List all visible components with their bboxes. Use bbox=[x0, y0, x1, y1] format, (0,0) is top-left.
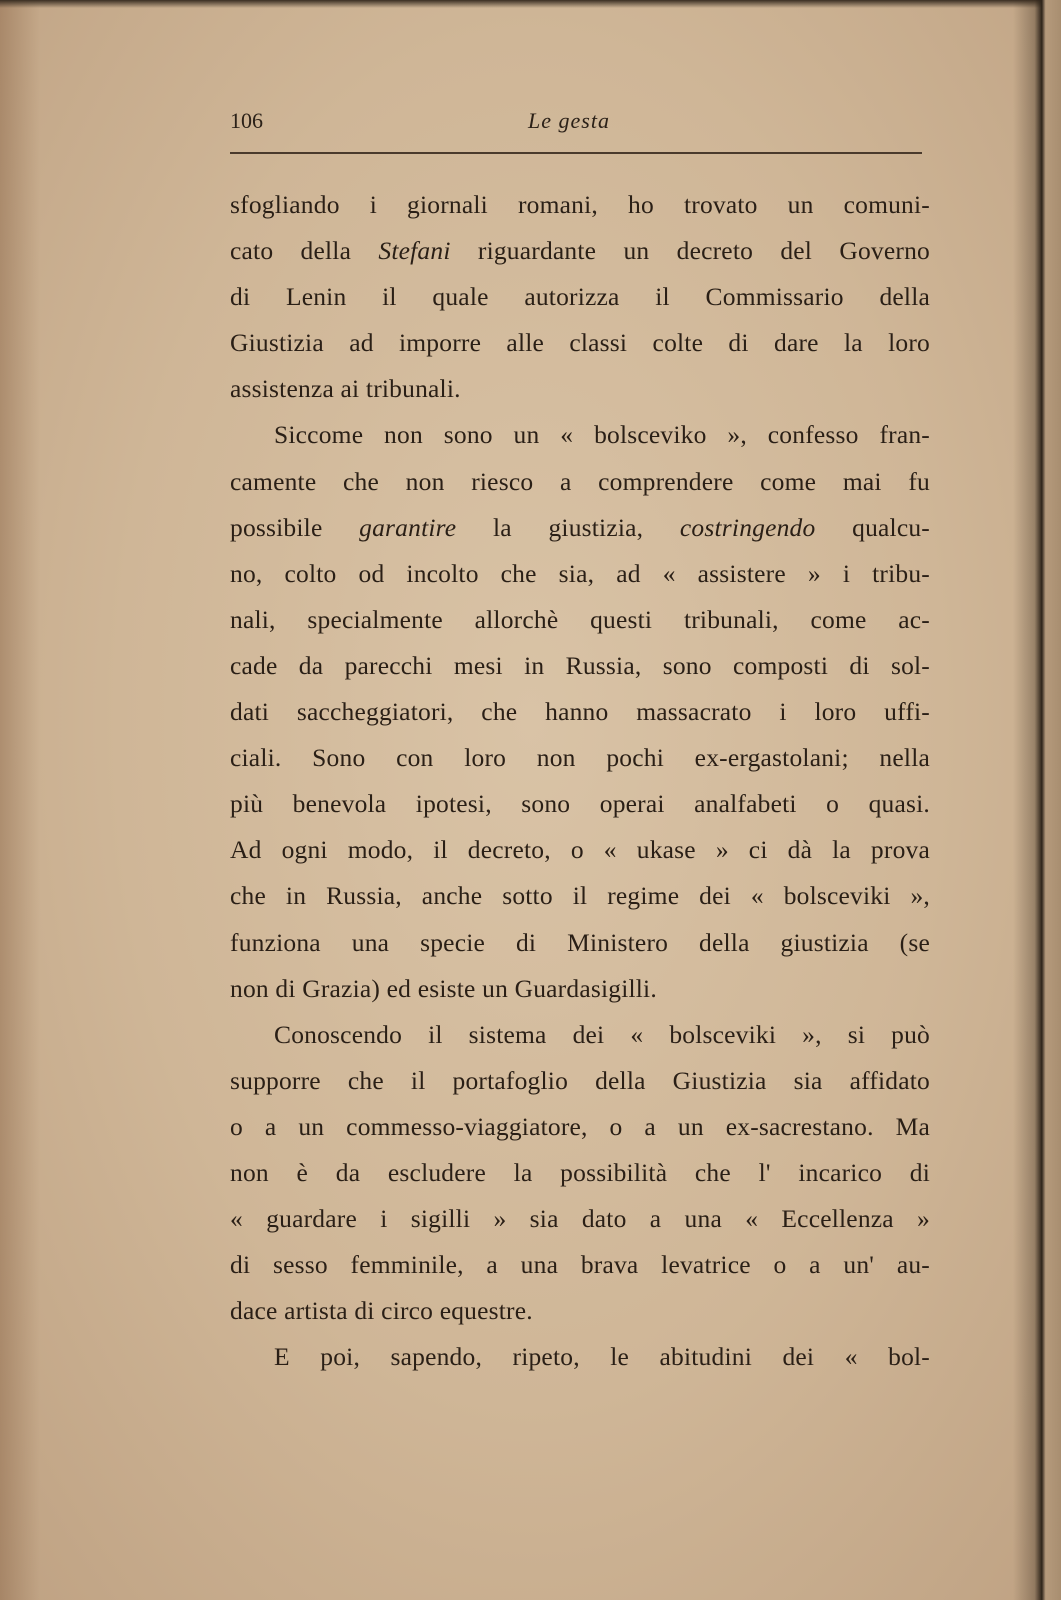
text-line: Ad ogni modo, il decreto, o « ukase » ci dà la prova bbox=[230, 835, 930, 865]
text-line: nali, specialmente allorchè questi tribunali, come ac- bbox=[230, 604, 930, 634]
text-line: Giustizia ad imporre alle classi colte di dare la loro bbox=[230, 328, 930, 358]
text-line: assistenza ai tribunali. bbox=[230, 374, 461, 404]
body-text bbox=[230, 182, 930, 1380]
text-line: dace artista di circo equestre. bbox=[230, 1296, 533, 1326]
page-header bbox=[230, 104, 922, 144]
text-line: funziona una specie di Ministero della giustizia (se bbox=[230, 927, 930, 957]
text-line: camente che non riesco a comprendere come mai fu bbox=[230, 466, 930, 496]
text-line: Siccome non sono un « bolsceviko », confesso fran- bbox=[274, 420, 930, 450]
text-line: o a un commesso-viaggiatore, o a un ex-sacrestano. Ma bbox=[230, 1111, 930, 1141]
text-line-with-italic bbox=[230, 505, 930, 551]
text-segment: qualcu- bbox=[815, 512, 930, 542]
italic-word-garantire: garantire bbox=[359, 512, 457, 542]
italic-word-stefani: Stefani bbox=[378, 236, 451, 266]
header-rule bbox=[230, 152, 922, 154]
text-line: cade da parecchi mesi in Russia, sono composti di sol- bbox=[230, 650, 930, 680]
text-line: che in Russia, anche sotto il regime dei « bolsceviki », bbox=[230, 881, 930, 911]
text-line: Conoscendo il sistema dei « bolsceviki », si può bbox=[274, 1019, 930, 1049]
text-line: « guardare i sigilli » sia dato a una « Eccellenza » bbox=[230, 1204, 930, 1234]
text-segment: la giustizia, bbox=[456, 512, 680, 542]
text-line: più benevola ipotesi, sono operai analfabeti o quasi. bbox=[230, 789, 930, 819]
text-line: supporre che il portafoglio della Giustizia sia affidato bbox=[230, 1065, 930, 1095]
text-line: no, colto od incolto che sia, ad « assistere » i tribu- bbox=[230, 558, 930, 588]
text-line: dati saccheggiatori, che hanno massacrato i loro uffi- bbox=[230, 697, 930, 727]
text-line: non è da escludere la possibilità che l' incarico di bbox=[230, 1157, 930, 1187]
text-line: non di Grazia) ed esiste un Guardasigilli. bbox=[230, 973, 657, 1003]
page-binding-edge bbox=[1013, 0, 1061, 1600]
text-line: E poi, sapendo, ripeto, le abitudini dei « bol- bbox=[274, 1342, 930, 1372]
text-line: sfogliando i giornali romani, ho trovato un comuni- bbox=[230, 190, 930, 219]
text-segment: riguardante un decreto del Governo bbox=[450, 236, 930, 266]
page-top-shadow bbox=[0, 0, 1061, 8]
text-segment: cato della bbox=[230, 236, 379, 266]
text-line: di Lenin il quale autorizza il Commissario della bbox=[230, 282, 930, 312]
italic-word-costringendo: costringendo bbox=[679, 512, 816, 542]
text-line-with-italic bbox=[230, 228, 930, 274]
text-line: ciali. Sono con loro non pochi ex-ergastolani; nella bbox=[230, 743, 930, 773]
text-line: di sesso femminile, a una brava levatrice o a un' au- bbox=[230, 1250, 930, 1280]
text-segment: possibile bbox=[230, 512, 360, 542]
running-title: Le gesta bbox=[528, 108, 610, 133]
page-number: 106 bbox=[230, 108, 263, 133]
